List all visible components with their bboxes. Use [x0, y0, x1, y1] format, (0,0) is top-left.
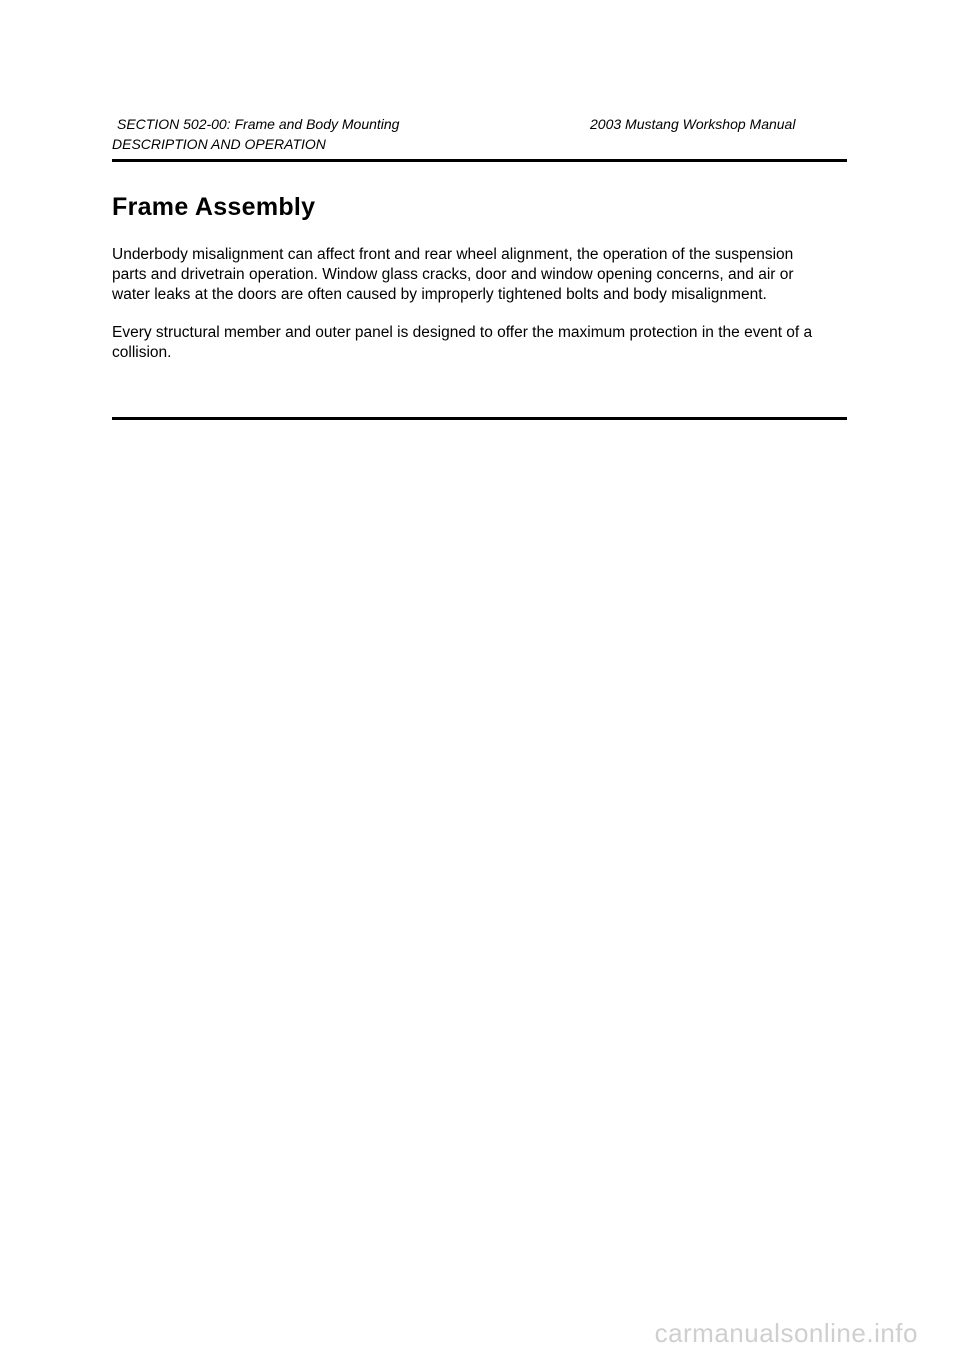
header-divider	[112, 159, 847, 162]
paragraph-line: water leaks at the doors are often caused by improperly tightened bolts and body misalignment.	[112, 286, 767, 303]
content-divider	[112, 417, 847, 420]
paragraph-line: collision.	[112, 344, 172, 361]
paragraph-line: Every structural member and outer panel is designed to offer the maximum protection in the event of a	[112, 324, 813, 341]
paragraph-structural	[112, 323, 852, 363]
watermark: carmanualsonline.info	[654, 1318, 918, 1348]
manual-title: 2003 Mustang Workshop Manual	[590, 116, 796, 132]
paragraph-line: parts and drivetrain operation. Window glass cracks, door and window opening concerns, and air or	[112, 266, 794, 283]
paragraph-line: Underbody misalignment can affect front and rear wheel alignment, the operation of the suspension	[112, 246, 794, 263]
subsection-label: DESCRIPTION AND OPERATION	[112, 136, 326, 152]
section-header: SECTION 502-00: Frame and Body Mounting	[117, 116, 400, 132]
paragraph-misalignment	[112, 245, 852, 305]
page-title: Frame Assembly	[112, 193, 316, 221]
